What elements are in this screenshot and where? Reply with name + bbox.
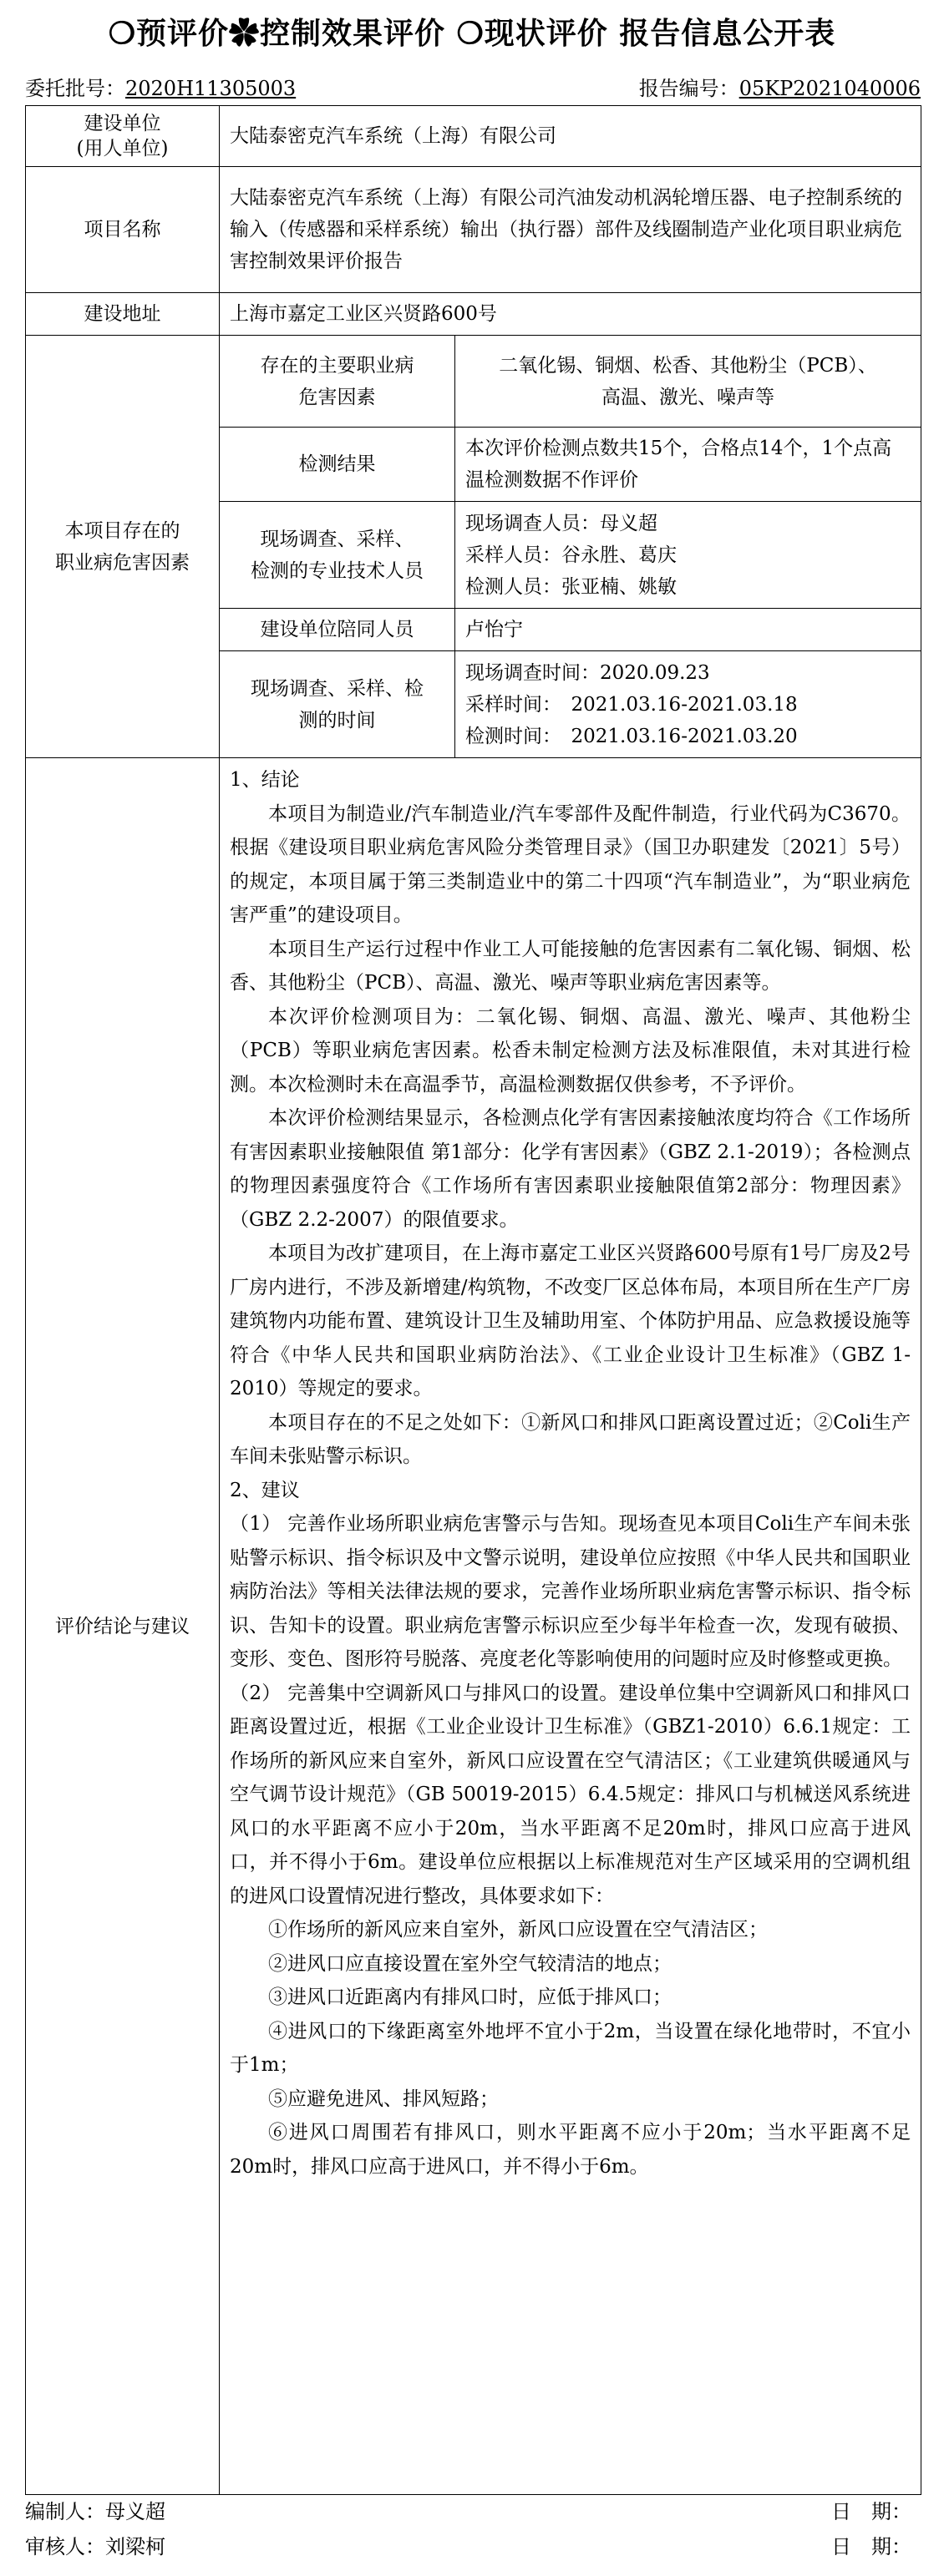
time-value: [455, 651, 921, 758]
report-value: 05KP2021040006: [738, 77, 921, 100]
staff-label: 现场调查、采样、 检测的专业技术人员: [220, 502, 455, 609]
accompany-label: 建设单位陪同人员: [220, 609, 455, 651]
commission-value: 2020H11305003: [125, 77, 297, 100]
suggestion-item: （2） 完善集中空调新风口与排风口的设置。建设单位集中空调新风口和排风口距离设置过近，根据《工业企业设计卫生标准》（GBZ1-2010）6.6.1规定：工作场所的新风应来自室外，新风口应设置在空气清洁区；《工业建筑供暖通风与空气调节设计规范》（GB 50019-2015）6.4.5规定：排风口与机械送风系统进风口的水平距离不应小于20m，当水平距离不足20m时，排风口应高于进风口，并不得小于6m。建设单位应根据以上标准规范对生产区域采用的空调机组的进风口设置情况进行整改，具体要求如下：: [230, 1682, 911, 1907]
commission-label: 委托批号：: [25, 77, 125, 100]
address-label: 建设地址: [26, 293, 220, 336]
requirement-item: ④进风口的下缘距离室外地坪不宜小于2m，当设置在绿化地带时，不宜小于1m；: [230, 2020, 911, 2076]
accompany-value: 卢怡宁: [455, 609, 921, 651]
staff-sampling: 采样人员：谷永胜、葛庆: [465, 544, 677, 566]
time-label: 现场调查、采样、检 测的时间: [220, 651, 455, 758]
project-label: 项目名称: [26, 167, 220, 293]
conclusion-paragraph: 本项目为改扩建项目，在上海市嘉定工业区兴贤路600号原有1号厂房及2号厂房内进行，不涉及新增建/构筑物，不改变厂区总体布局，本项目所在生产厂房建筑物内功能布置、建筑设计卫生及辅助用室、个体防护用品、应急救援设施等符合《中华人民共和国职业病防治法》、《工业企业设计卫生标准》（GBZ 1-2010）等规定的要求。: [230, 1242, 911, 1399]
project-value: 大陆泰密克汽车系统（上海）有限公司汽油发动机涡轮增压器、电子控制系统的输入（传感器和采样系统）输出（执行器）部件及线圈制造产业化项目职业病危害控制效果评价报告: [220, 167, 921, 293]
requirement-item: ②进风口应直接设置在室外空气较清洁的地点；: [268, 1952, 672, 1975]
requirement-item: ③进风口近距离内有排风口时，应低于排风口；: [268, 1986, 672, 2008]
commission-number: [25, 73, 296, 104]
time-sampling: 采样时间： 2021.03.16-2021.03.18: [465, 693, 798, 716]
report-label: 报告编号：: [638, 77, 739, 100]
reviewer-line: [25, 2530, 921, 2563]
editor-name: 编制人：母义超: [25, 2500, 165, 2523]
time-survey: 现场调查时间：2020.09.23: [465, 661, 710, 684]
reviewer-date: 日 期：: [831, 2535, 911, 2558]
unit-label: 建设单位 (用人单位): [26, 106, 220, 167]
report-number: [639, 73, 921, 104]
main-hazard-value: 二氧化锡、铜烟、松香、其他粉尘（PCB）、 高温、激光、噪声等: [455, 336, 921, 428]
time-testing: 检测时间： 2021.03.16-2021.03.20: [465, 725, 798, 747]
conclusion-paragraph: 本项目生产运行过程中作业工人可能接触的危害因素有二氧化锡、铜烟、松香、其他粉尘（PCB）、高温、激光、噪声等职业病危害因素等。: [230, 938, 911, 994]
reviewer-name: 审核人：刘梁柯: [25, 2535, 165, 2558]
report-table: [25, 105, 921, 2495]
conclusion-paragraph: 本次评价检测项目为：二氧化锡、铜烟、高温、激光、噪声、其他粉尘（PCB）等职业病危害因素。松香未制定检测方法及标准限值，未对其进行检测。本次检测时未在高温季节，高温检测数据仅供参考，不予评价。: [230, 1005, 911, 1096]
unit-value: 大陆泰密克汽车系统（上海）有限公司: [220, 106, 921, 167]
staff-value: [455, 502, 921, 609]
conclusion-paragraph: 本次评价检测结果显示，各检测点化学有害因素接触浓度均符合《工作场所有害因素职业接触限值 第1部分：化学有害因素》（GBZ 2.1-2019）；各检测点的物理因素强度符合《工作场所有害因素职业接触限值第2部分：物理因素》（GBZ 2.2-2007）的限值要求。: [230, 1107, 911, 1231]
editor-line: [25, 2495, 921, 2528]
main-hazard-label: 存在的主要职业病 危害因素: [220, 336, 455, 428]
conclusion-paragraph: 本项目为制造业/汽车制造业/汽车零部件及配件制造，行业代码为C3670。根据《建设项目职业病危害风险分类管理目录》（国卫办职建发〔2021〕5号）的规定，本项目属于第三类制造业中的第二十四项“汽车制造业”，为“职业病危害严重”的建设项目。: [230, 802, 911, 926]
detect-label: 检测结果: [220, 428, 455, 502]
editor-date: 日 期：: [831, 2500, 911, 2523]
conclusion-body: [220, 758, 921, 2495]
hazard-label: 本项目存在的 职业病危害因素: [26, 336, 220, 758]
detect-value: 本次评价检测点数共15个，合格点14个，1个点高温检测数据不作评价: [455, 428, 921, 502]
staff-survey: 现场调查人员：母义超: [465, 512, 657, 534]
report-meta: [25, 73, 921, 104]
conclusion-paragraph: 本项目存在的不足之处如下：①新风口和排风口距离设置过近；②Coli生产车间未张贴警示标识。: [230, 1411, 911, 1467]
conclusion-label: 评价结论与建议: [26, 758, 220, 2495]
suggestion-heading: 2、建议: [230, 1479, 300, 1501]
suggestion-item: （1） 完善作业场所职业病危害警示与告知。现场查见本项目Coli生产车间未张贴警示标识、指令标识及中文警示说明，建设单位应按照《中华人民共和国职业病防治法》等相关法律法规的要求，完善作业场所职业病危害警示标识、指令标识、告知卡的设置。职业病危害警示标识应至少每半年检查一次，发现有破损、变形、变色、图形符号脱落、亮度老化等影响使用的问题时应及时修整或更换。: [230, 1513, 911, 1670]
requirement-item: ①作场所的新风应来自室外，新风口应设置在空气清洁区；: [268, 1919, 768, 1941]
requirement-item: ⑤应避免进风、排风短路；: [268, 2088, 499, 2110]
address-value: 上海市嘉定工业区兴贤路600号: [220, 293, 921, 336]
page-title: ❍预评价✿控制效果评价 ❍现状评价 报告信息公开表: [108, 16, 836, 51]
requirement-item: ⑥进风口周围若有排风口，则水平距离不应小于20m；当水平距离不足20m时，排风口应高于进风口，并不得小于6m。: [230, 2122, 911, 2178]
conclusion-heading: 1、结论: [230, 769, 300, 791]
staff-testing: 检测人员：张亚楠、姚敏: [465, 575, 677, 598]
